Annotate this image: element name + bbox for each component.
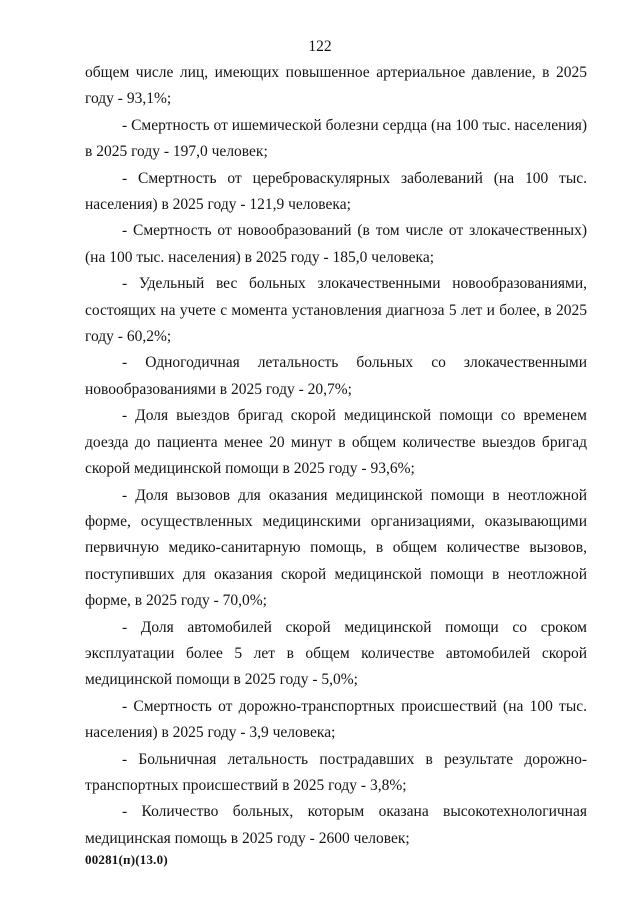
document-code: 00281(п)(13.0): [85, 852, 168, 867]
paragraph-ambulance-vehicle-age: - Доля автомобилей скорой медицинской помощи со сроком эксплуатации более 5 лет в общем количестве автомобилей скорой медицинской помощи в 2025 году - 5,0%;: [85, 618, 587, 689]
paragraph-hospital-lethality: - Больничная летальность пострадавших в результате дорожно-транспортных происшествий в 2025 году - 3,8%;: [85, 750, 587, 794]
paragraph-ambulance-arrival-share: - Доля выездов бригад скорой медицинской помощи со временем доезда до пациента менее 20 минут в общем количестве выездов бригад скорой медицинской помощи в 2025 году - 93,6%;: [85, 407, 587, 478]
paragraph-bp-continuation: общем числе лиц, имеющих повышенное артериальное давление, в 2025 году - 93,1%;: [85, 64, 587, 108]
paragraph-road-accident-mortality: - Смертность от дорожно-транспортных происшествий (на 100 тыс. населения) в 2025 году - 3,9 человека;: [85, 697, 587, 742]
paragraph-urgent-calls-share: - Доля вызовов для оказания медицинской помощи в неотложной форме, осуществленных медицинскими организациями, оказывающими первичную медико-санитарную помощь, в общем количестве вызовов, поступивших для оказания скорой медицинской помощи в неотложной форме, в 2025 году - 70,0%;: [85, 486, 587, 610]
paragraph-high-tech-care: - Количество больных, которым оказана высокотехнологичная медицинская помощь в 2025 году - 2600 человек;: [85, 803, 587, 847]
document-body: [85, 60, 587, 852]
paragraph-one-year-lethality: - Одногодичная летальность больных со злокачественными новообразованиями в 2025 году - 20,7%;: [85, 354, 587, 398]
paragraph-oncology-registered-share: - Удельный вес больных злокачественными новообразованиями, состоящих на учете с момента установления диагноза 5 лет и более, в 2025 году - 60,2%;: [85, 275, 587, 346]
paragraph-neoplasm-mortality: - Смертность от новообразований (в том числе от злокачественных) (на 100 тыс. населения) в 2025 году - 185,0 человека;: [85, 222, 587, 266]
paragraph-ischemic-mortality: - Смертность от ишемической болезни сердца (на 100 тыс. населения) в 2025 году - 197,0 человек;: [85, 116, 587, 161]
paragraph-cerebrovascular-mortality: - Смертность от цереброваскулярных заболеваний (на 100 тыс. населения) в 2025 году - 121,9 человека;: [85, 169, 587, 214]
page-number: 122: [308, 38, 332, 55]
